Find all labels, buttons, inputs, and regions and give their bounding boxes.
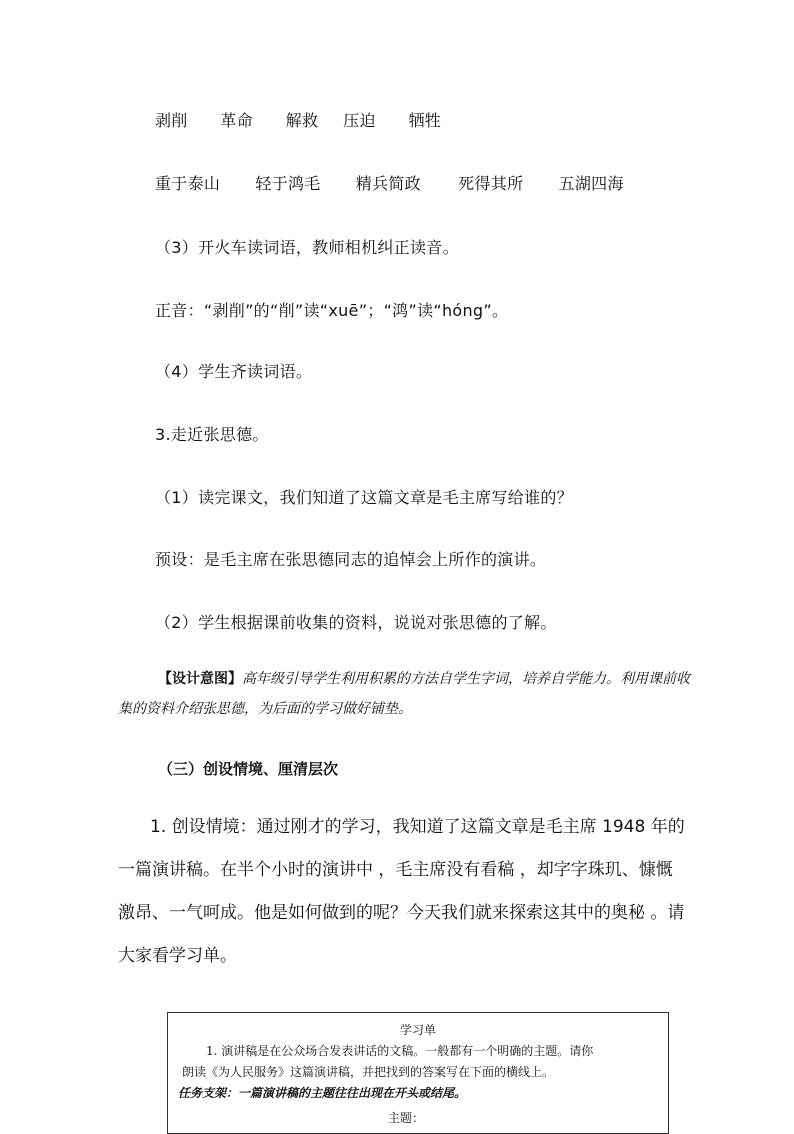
vocab-word: 革命 [220, 111, 253, 130]
vocab-word: 精兵简政 [355, 174, 421, 193]
study-sheet-task-hint: 任务支架：一篇演讲稿的主题往往出现在开头或结尾。 [178, 1086, 467, 1100]
design-intent-text: 高年级引导学生利用积累的方法自学生字词，培养自学能力。利用课前收集的资料介绍张思德，为后面的学习做好铺垫。 [118, 671, 690, 717]
section-heading: （三）创设情境、厘清层次 [158, 760, 339, 778]
vocab-word: 重于泰山 [155, 174, 221, 193]
vocab-word: 牺牲 [408, 111, 442, 130]
vocab-word: 轻于鸿毛 [255, 174, 321, 193]
question-2-text: （2）学生根据课前收集的资料，说说对张思德的了解。 [155, 613, 557, 632]
vocab-row-2 [155, 171, 624, 194]
study-sheet-line-2: 朗读《为人民服务》这篇演讲稿，并把找到的答案写在下面的横线上。 [182, 1065, 555, 1079]
step-3-text: （3）开火车读词语，教师相机纠正读音。 [155, 238, 459, 257]
step-4-text: （4）学生齐读词语。 [155, 362, 313, 381]
design-intent-tag: 【设计意图】 [158, 671, 242, 687]
pronunciation-text: 正音：“剥削”的“削”读“xuē”；“鸿”读“hóng”。 [155, 301, 509, 320]
vocab-row-1 [155, 108, 441, 131]
scenario-paragraph [118, 806, 686, 978]
vocab-word: 解救 [285, 111, 319, 130]
question-1-text: （1）读完课文，我们知道了这篇文章是毛主席写给谁的？ [155, 488, 573, 507]
study-sheet-theme-label: 主题： [388, 1111, 425, 1125]
design-intent [118, 664, 698, 724]
vocab-word: 剥削 [155, 111, 188, 130]
vocab-word: 死得其所 [458, 174, 524, 193]
study-sheet-box [167, 1012, 669, 1134]
scenario-paragraph-text: 1. 创设情境：通过刚才的学习，我知道了这篇文章是毛主席 1948 年的一篇演讲稿。在半个小时的演讲中 ，毛主席没有看稿 ，却字字珠玑、慷慨激昂、一气呵成。他是如何做到的呢？今天我们就来探索这其中的奥秘 。请大家看学习单。 [118, 817, 685, 966]
study-sheet-title: 学习单 [399, 1023, 436, 1037]
section-3-title: 3.走近张思德。 [155, 425, 269, 444]
study-sheet-line-1: 1. 演讲稿是在公众场合发表讲话的文稿。一般都有一个明确的主题。请你 [206, 1044, 594, 1058]
preset-answer-text: 预设：是毛主席在张思德同志的追悼会上所作的演讲。 [155, 550, 547, 569]
vocab-word: 压迫 [343, 111, 376, 130]
vocab-word: 五湖四海 [558, 174, 624, 193]
